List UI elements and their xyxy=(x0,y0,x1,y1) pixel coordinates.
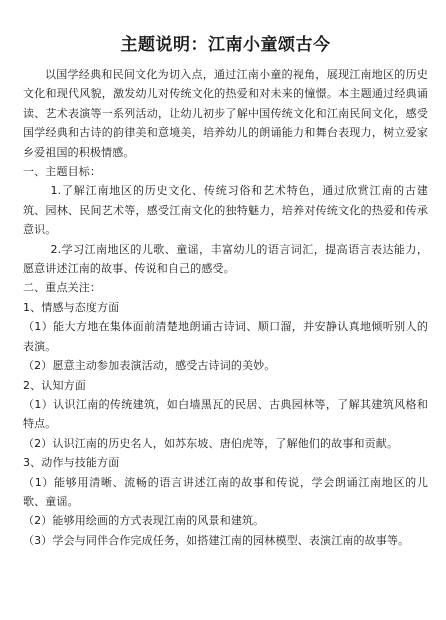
list-item: （2）能够用绘画的方式表现江南的风景和建筑。 xyxy=(23,514,265,528)
list-item: （1）能大方地在集体面前清楚地朗诵古诗词、顺口溜，并安静认真地倾听别人的表演。 xyxy=(23,320,428,353)
list-item: （3）学会与同伴合作完成任务，如搭建江南的园林模型、表演江南的故事等。 xyxy=(23,533,410,547)
intro-paragraph: 以国学经典和民间文化为切入点，通过江南小童的视角，展现江南地区的历史文化和现代风貌，激发幼儿对传统文化的热爱和对未来的憧憬。本主题通过经典诵读、艺术表演等一系列活动，让幼儿初步了解中国传统文化和江南民间文化，感受国学经典和古诗的韵律美和意境美，培养幼儿的朗诵能力和舞台表现力，树立爱家乡爱祖国的积极情感。 xyxy=(23,68,428,159)
section-heading-focus: 二、重点关注： xyxy=(23,281,102,295)
list-item: （1）能够用清晰、流畅的语言讲述江南的故事和传说，学会朗诵江南地区的儿歌、童谣。 xyxy=(23,475,428,508)
list-item: （2）认识江南的历史名人，如苏东坡、唐伯虎等，了解他们的故事和贡献。 xyxy=(23,436,399,450)
section-heading-goals: 一、主题目标： xyxy=(23,165,102,179)
subsection-heading-emotion: 1、情感与态度方面 xyxy=(23,300,120,314)
goal-item-1: 1.了解江南地区的历史文化、传统习俗和艺术特色，通过欣赏江南的古建筑、园林、民间艺术等，感受江南文化的独特魅力，培养对传统文化的热爱和传承意识。 xyxy=(23,184,428,237)
goal-item-2: 2.学习江南地区的儿歌、童谣，丰富幼儿的语言词汇，提高语言表达能力，愿意讲述江南的故事、传说和自己的感受。 xyxy=(23,242,428,276)
list-item: （1）认识江南的传统建筑，如白墙黑瓦的民居、古典园林等，了解其建筑风格和特点。 xyxy=(23,397,428,431)
subsection-heading-cognition: 2、认知方面 xyxy=(23,378,86,392)
document-title: 主题说明：江南小童颂古今 xyxy=(120,35,331,55)
subsection-heading-skills: 3、动作与技能方面 xyxy=(23,456,120,470)
list-item: （2）愿意主动参加表演活动，感受古诗词的美妙。 xyxy=(23,359,276,373)
